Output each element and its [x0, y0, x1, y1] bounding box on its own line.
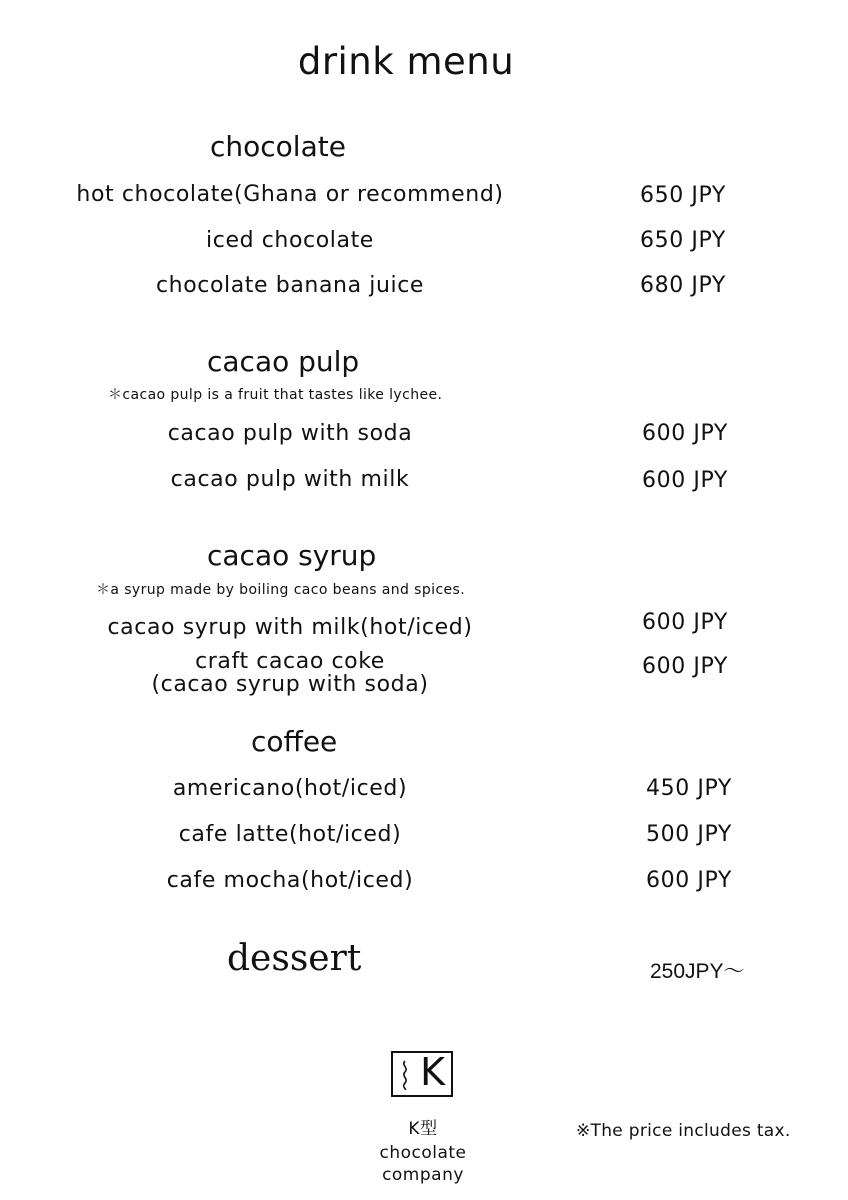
menu-item-name: chocolate banana juice	[155, 273, 425, 298]
brand-name-line3: company	[382, 1165, 464, 1185]
menu-item-price: 600 JPY	[642, 654, 728, 679]
menu-item-name: cafe latte(hot/iced)	[178, 822, 402, 847]
menu-item-name: craft cacao coke	[195, 649, 385, 674]
menu-item-name-line2: (cacao syrup with soda)	[151, 672, 429, 697]
menu-item-price: 600 JPY	[642, 468, 728, 493]
section-heading-dessert: dessert	[227, 938, 362, 979]
menu-item-price: 650 JPY	[640, 183, 726, 208]
menu-item-name: cacao pulp with milk	[170, 467, 410, 492]
brand-logo	[391, 1051, 453, 1097]
brand-name-line2: chocolate	[379, 1143, 467, 1163]
menu-item-price: 600 JPY	[642, 610, 728, 635]
wave-icon	[400, 1060, 410, 1090]
menu-item-price: 650 JPY	[640, 228, 726, 253]
section-note-cacao-pulp: ＊cacao pulp is a fruit that tastes like lychee.	[108, 387, 443, 403]
menu-item-name: iced chocolate	[206, 228, 374, 253]
menu-item-price: 500 JPY	[646, 822, 732, 847]
section-note-cacao-syrup: ＊a syrup made by boiling caco beans and spices.	[96, 582, 466, 598]
section-heading-chocolate: chocolate	[210, 130, 346, 163]
menu-item-price: 680 JPY	[640, 273, 726, 298]
dessert-price: 250JPY～	[650, 960, 745, 983]
page-title: drink menu	[297, 40, 515, 83]
menu-item-name: americano(hot/iced)	[172, 776, 408, 801]
menu-item-price: 450 JPY	[646, 776, 732, 801]
menu-item-name: cacao syrup with milk(hot/iced)	[107, 615, 473, 640]
menu-item-price: 600 JPY	[646, 868, 732, 893]
menu-item-name: cacao pulp with soda	[167, 421, 413, 446]
section-heading-coffee: coffee	[251, 725, 338, 758]
menu-item-name: hot chocolate(Ghana or recommend)	[76, 182, 504, 207]
section-heading-cacao-syrup: cacao syrup	[207, 539, 377, 572]
tax-note: ※The price includes tax.	[576, 1121, 791, 1141]
menu-item-name: cafe mocha(hot/iced)	[166, 868, 414, 893]
section-heading-cacao-pulp: cacao pulp	[207, 345, 360, 378]
brand-name-line1: K型	[408, 1119, 438, 1139]
menu-item-price: 600 JPY	[642, 421, 728, 446]
logo-letter: K	[420, 1050, 445, 1094]
